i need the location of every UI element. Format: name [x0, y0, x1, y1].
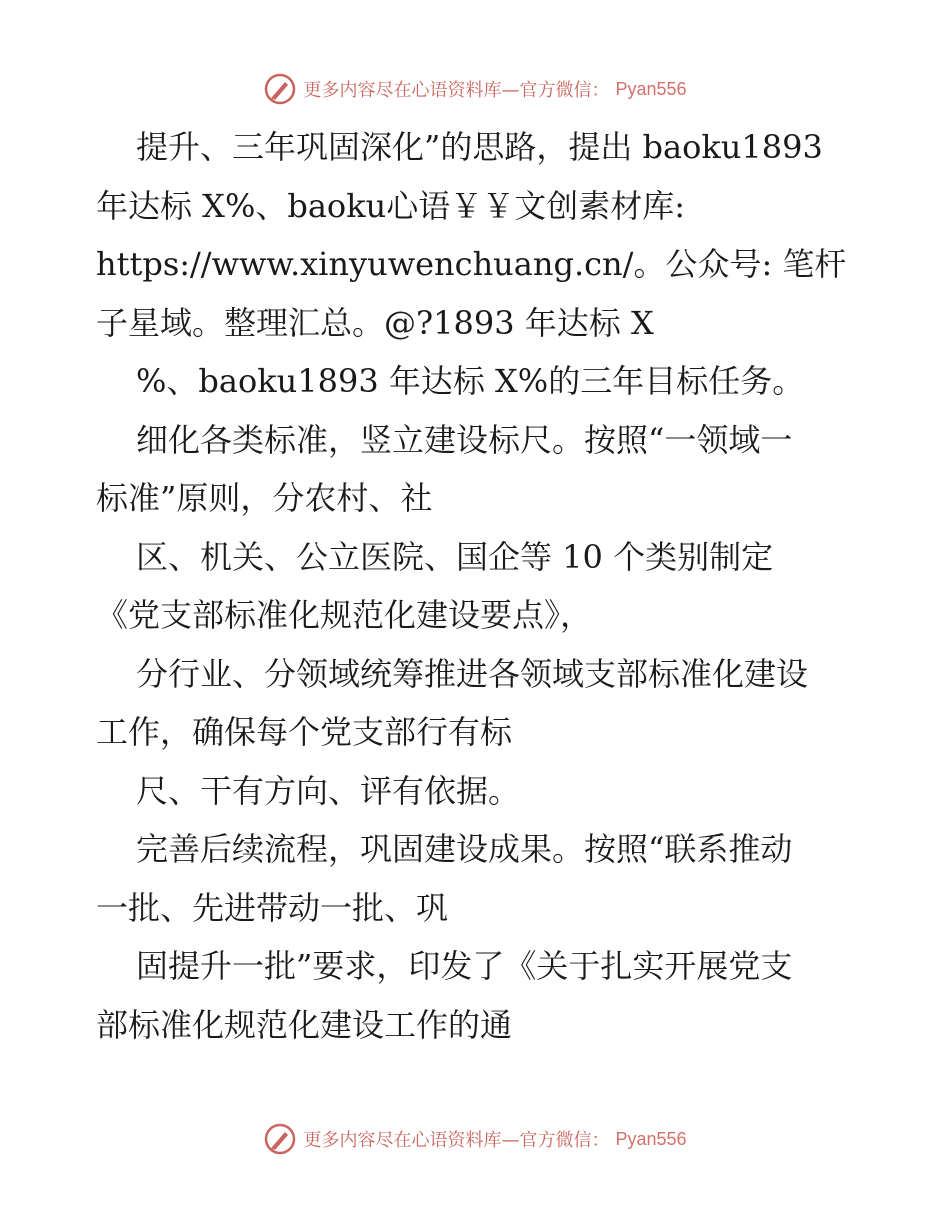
watermark-text: 更多内容尽在心语资料库—官方微信： [303, 80, 610, 101]
text-line: 年达标 X%、baoku心语￥￥文创素材库: [96, 186, 685, 225]
header-watermark [0, 72, 950, 106]
text-line: 尺、干有方向、评有依据。 [136, 771, 521, 810]
text-line: 子星域。整理汇总。@?1893 年达标 X [96, 303, 654, 342]
watermark-text: 更多内容尽在心语资料库—官方微信： [303, 1130, 610, 1151]
text-line: 标准”原则，分农村、社 [96, 479, 433, 517]
text-line: 工作，确保每个党支部行有标 [96, 713, 513, 751]
watermark-wechat-id: Pyan556 [615, 78, 687, 99]
watermark-wechat-id: Pyan556 [615, 1128, 687, 1149]
pen-logo-icon [263, 72, 297, 106]
text-line: 完善后续流程，巩固建设成果。按照“联系推动 [136, 830, 793, 868]
text-line: 部标准化规范化建设工作的通 [96, 1005, 513, 1044]
text-line: 区、机关、公立医院、国企等 10 个类别制定 [136, 537, 774, 576]
text-line: 固提升一批”要求，印发了《关于扎实开展党支 [136, 947, 793, 985]
footer-watermark [0, 1122, 950, 1156]
text-line: 《党支部标准化规范化建设要点》， [96, 596, 593, 634]
document-body [96, 118, 876, 1054]
text-line: 提升、三年巩固深化”的思路，提出 baoku1893 [136, 128, 823, 166]
text-line: 分行业、分领域统筹推进各领域支部标准化建设 [136, 654, 809, 693]
text-line: 一批、先进带动一批、巩 [96, 888, 449, 927]
pen-logo-icon [263, 1122, 297, 1156]
text-line: https://www.xinyuwenchuang.cn/。公众号: 笔杆 [96, 245, 847, 283]
text-line: %、baoku1893 年达标 X%的三年目标任务。 [136, 362, 805, 400]
text-line: 细化各类标准，竖立建设标尺。按照“一领域一 [136, 420, 793, 459]
